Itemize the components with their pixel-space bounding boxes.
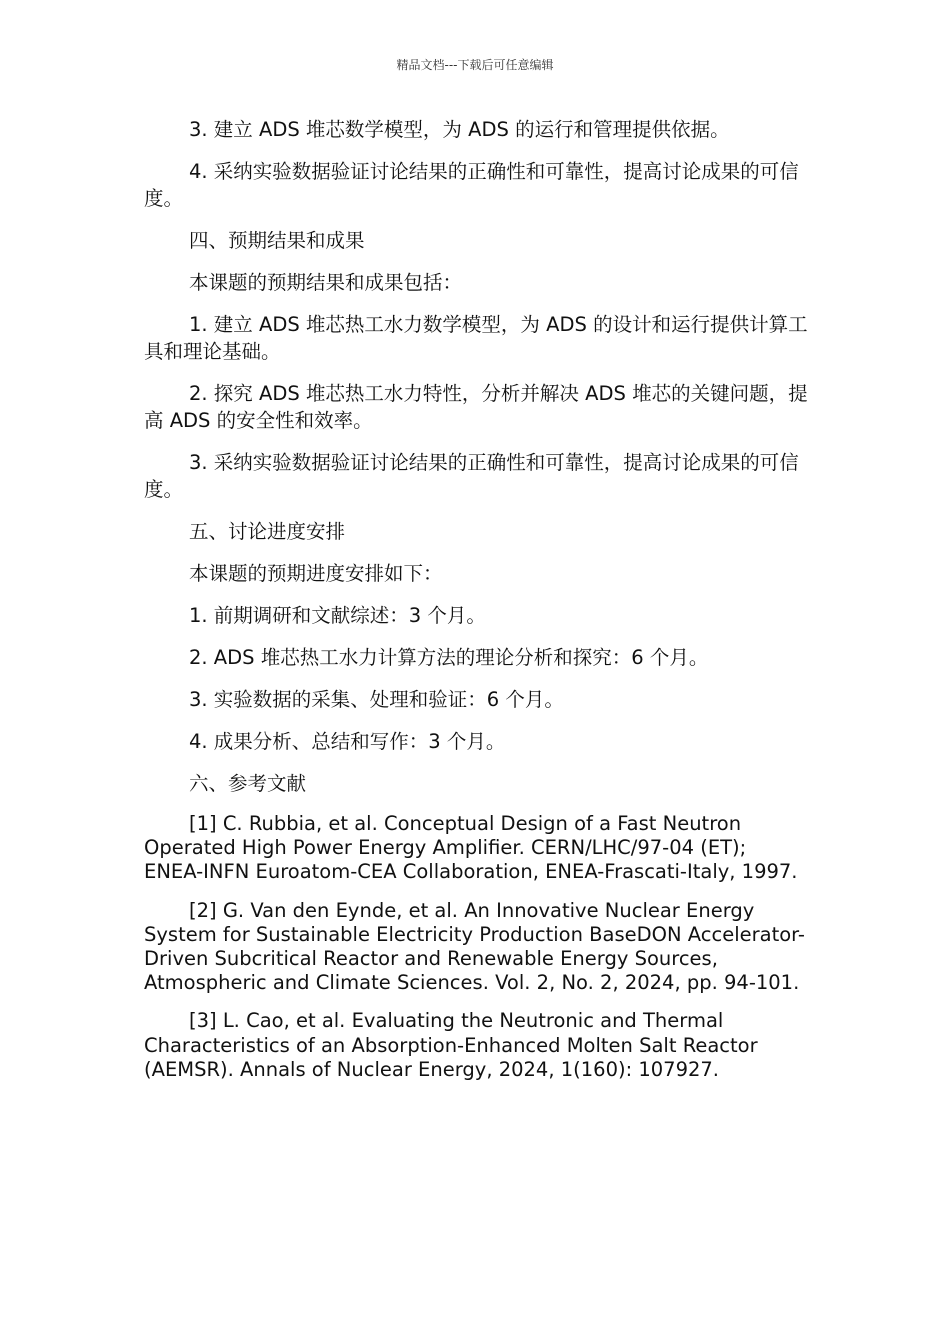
reference-1: [1] C. Rubbia, et al. Conceptual Design of a Fast Neutron Operated High Power Energy Amplifier. CERN/LHC/97-04 (ET); ENEA-INFN Euroatom-CEA Collaboration, ENEA-Frascati-Italy, 1997. xyxy=(144,812,798,884)
schedule-item-1: 1. 前期调研和文献综述：3 个月。 xyxy=(189,604,486,627)
schedule-item-3: 3. 实验数据的采集、处理和验证：6 个月。 xyxy=(189,688,564,711)
objective-3: 3. 建立 ADS 堆芯数学模型，为 ADS 的运行和管理提供依据。 xyxy=(189,118,730,141)
page-header: 精品文档---下载后可任意编辑 xyxy=(396,58,554,72)
expected-result-1: 1. 建立 ADS 堆芯热工水力数学模型，为 ADS 的设计和运行提供计算工具和理论基础。 xyxy=(144,313,808,363)
reference-3: [3] L. Cao, et al. Evaluating the Neutronic and Thermal Characteristics of an Absorption-Enhanced Molten Salt Reactor (AEMSR). Annals of Nuclear Energy, 2024, 1(160): 107927. xyxy=(144,1009,758,1081)
section-heading-references: 六、参考文献 xyxy=(189,772,307,795)
expected-result-2: 2. 探究 ADS 堆芯热工水力特性，分析并解决 ADS 堆芯的关键问题，提高 ADS 的安全性和效率。 xyxy=(144,382,808,432)
reference-2: [2] G. Van den Eynde, et al. An Innovative Nuclear Energy System for Sustainable Electricity Production BaseDON Accelerator-Driven Subcritical Reactor and Renewable Energy Sources, Atmospheric and Climate Sciences. Vol. 2, No. 2, 2024, pp. 94-101. xyxy=(144,898,805,995)
schedule-intro: 本课题的预期进度安排如下： xyxy=(189,562,443,585)
schedule-item-2: 2. ADS 堆芯热工水力计算方法的理论分析和探究：6 个月。 xyxy=(189,646,709,669)
objective-4: 4. 采纳实验数据验证讨论结果的正确性和可靠性，提高讨论成果的可信度。 xyxy=(144,160,799,210)
document-body xyxy=(144,116,810,1096)
schedule-item-4: 4. 成果分析、总结和写作：3 个月。 xyxy=(189,730,506,753)
section-heading-schedule: 五、讨论进度安排 xyxy=(189,520,346,543)
section-heading-expected-results: 四、预期结果和成果 xyxy=(189,229,365,252)
expected-results-intro: 本课题的预期结果和成果包括： xyxy=(189,271,463,294)
expected-result-3: 3. 采纳实验数据验证讨论结果的正确性和可靠性，提高讨论成果的可信度。 xyxy=(144,451,799,501)
